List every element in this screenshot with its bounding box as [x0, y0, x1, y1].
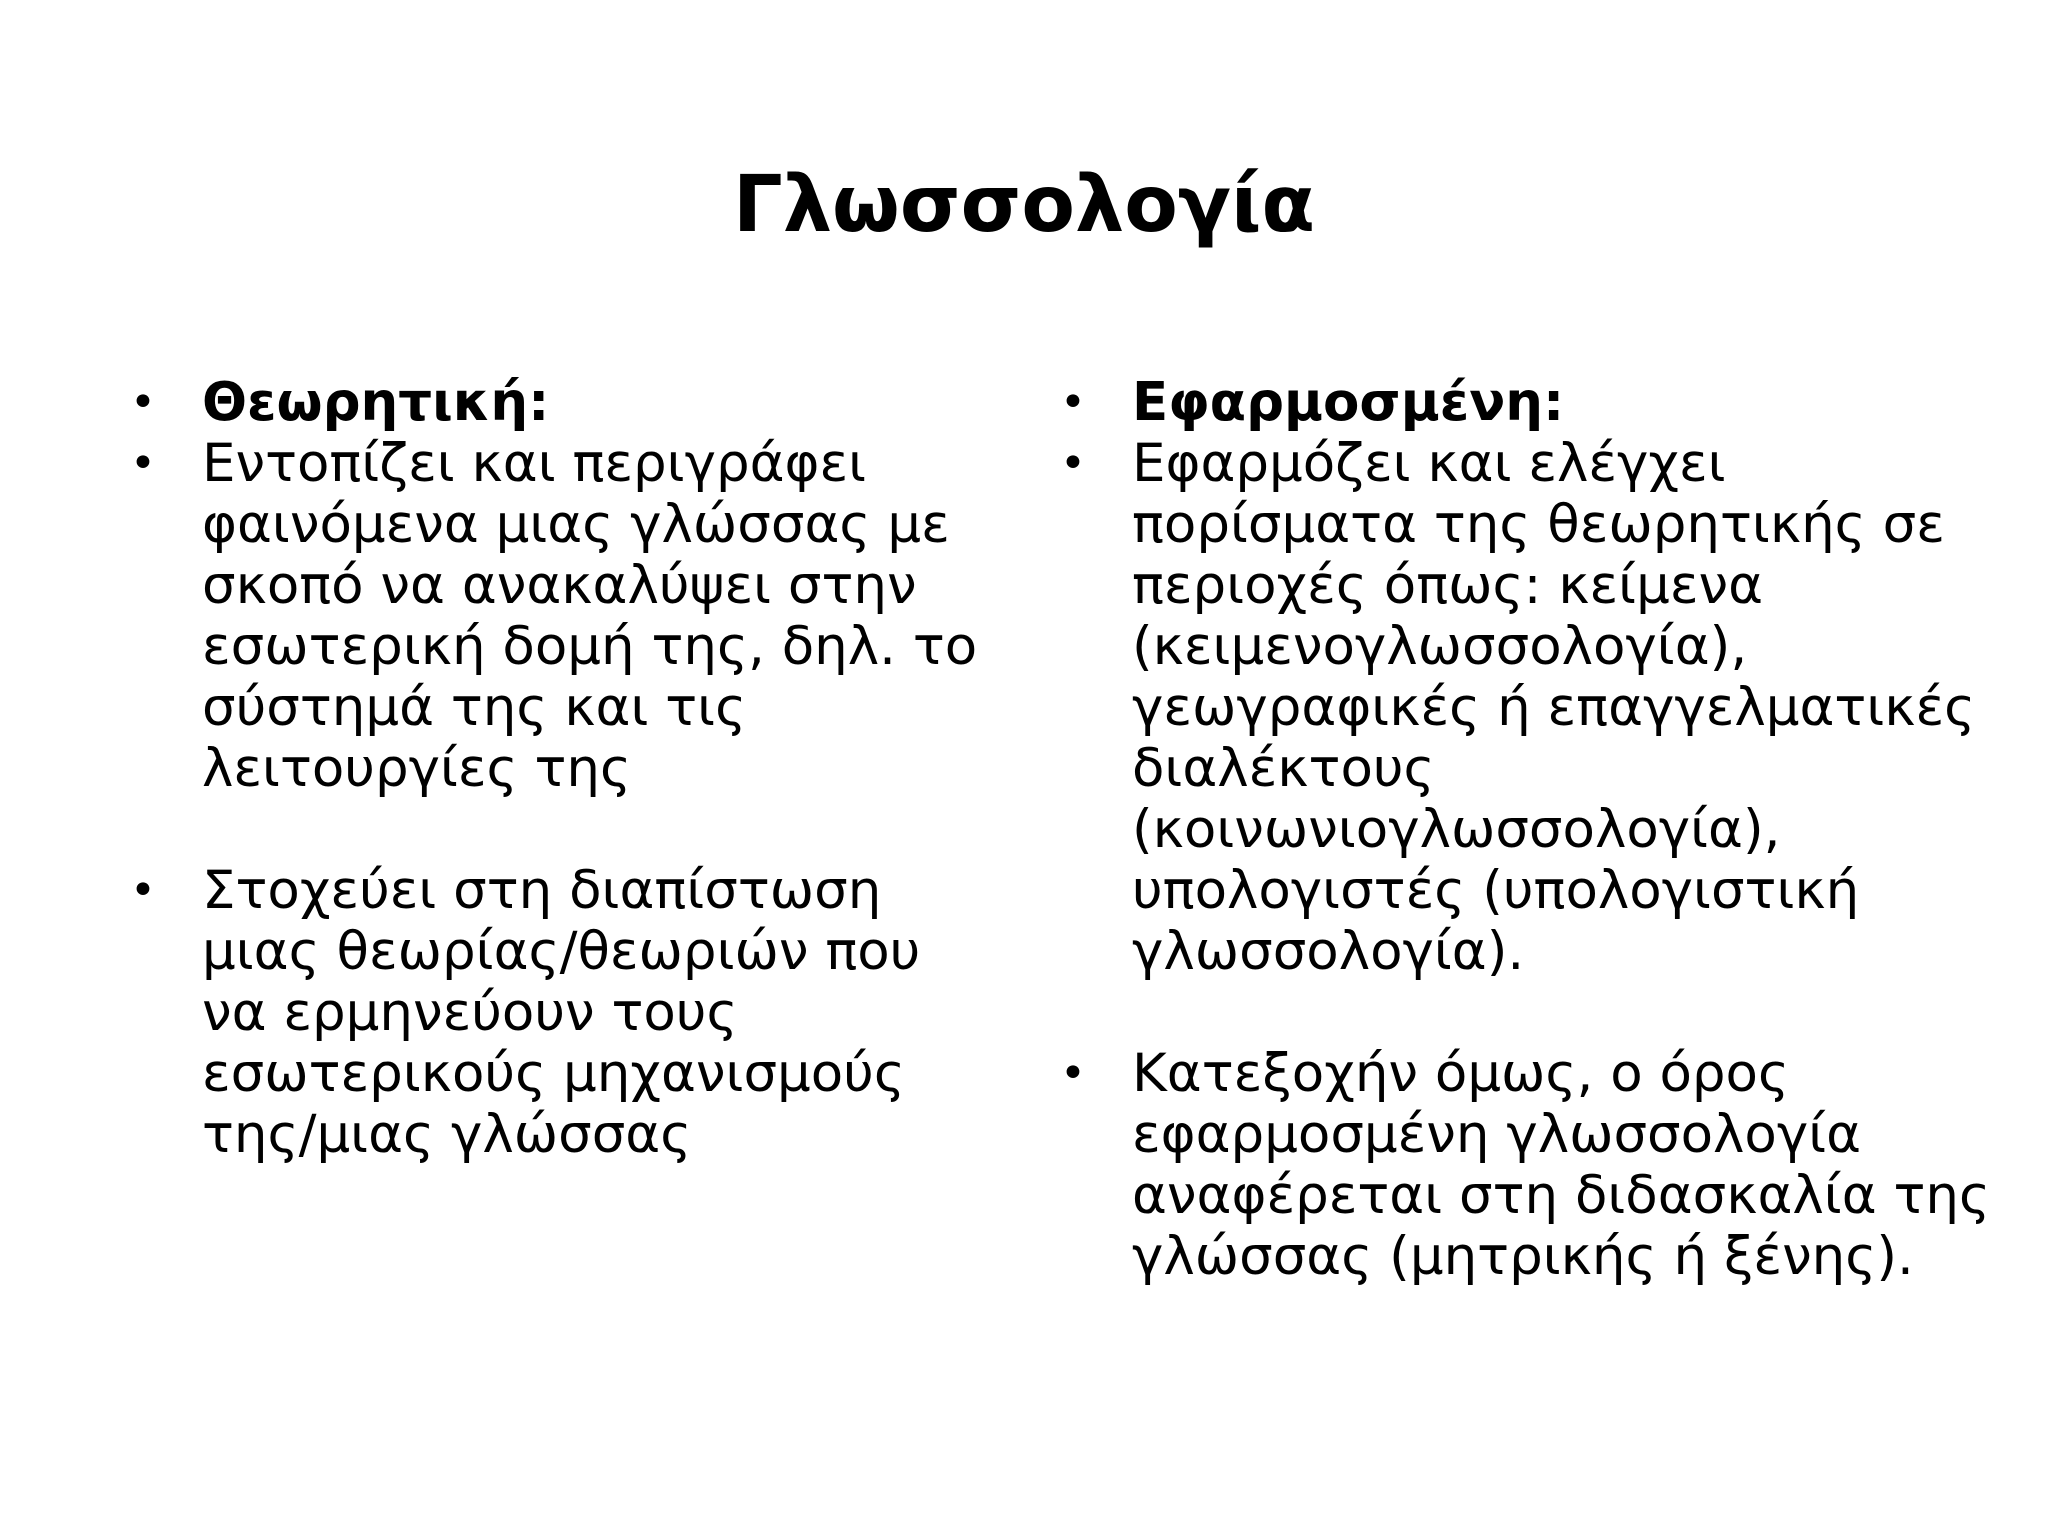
- left-item-2: [130, 860, 990, 1165]
- left-heading-item: [130, 372, 990, 433]
- right-heading-item: [1060, 372, 2010, 433]
- right-column: [1060, 372, 2010, 1287]
- left-item-1: [130, 433, 990, 799]
- bullet-icon: •: [1060, 1048, 1086, 1099]
- right-item-2: [1060, 1043, 2010, 1287]
- left-heading: Θεωρητική:: [202, 372, 550, 433]
- right-item-text: Κατεξοχήν όμως, ο όρος εφαρμοσμένη γλωσσολογία αναφέρεται στη διδασκαλία της γλώσσας (μητρικής ή ξένης).: [1132, 1043, 1991, 1287]
- bullet-icon: •: [130, 865, 156, 916]
- bullet-icon: •: [1060, 377, 1086, 428]
- right-item-text: Εφαρμόζει και ελέγχει πορίσματα της θεωρητικής σε περιοχές όπως: κείμενα (κειμενογλωσσολογία), γεωγραφικές ή επαγγελματικές διαλέκτους (κοινωνιογλωσσολογία), υπολογιστές (υπολογιστική γλωσσολογία).: [1132, 433, 1976, 982]
- bullet-icon: •: [130, 377, 156, 428]
- slide-title: Γλωσσολογία: [733, 160, 1315, 250]
- left-item-text: Στοχεύει στη διαπίστωση μιας θεωρίας/θεωριών που να ερμηνεύουν τους εσωτερικούς μηχανισμούς της/μιας γλώσσας: [202, 860, 921, 1165]
- left-item-text: Εντοπίζει και περιγράφει φαινόμενα μιας γλώσσας με σκοπό να ανακαλύψει στην εσωτερική δομή της, δηλ. το σύστημά της και τις λειτουργίες της: [202, 433, 978, 799]
- right-item-1: [1060, 433, 2010, 982]
- right-heading: Εφαρμοσμένη:: [1132, 372, 1565, 433]
- left-column: [130, 372, 990, 1165]
- bullet-icon: •: [1060, 438, 1086, 489]
- bullet-icon: •: [130, 438, 156, 489]
